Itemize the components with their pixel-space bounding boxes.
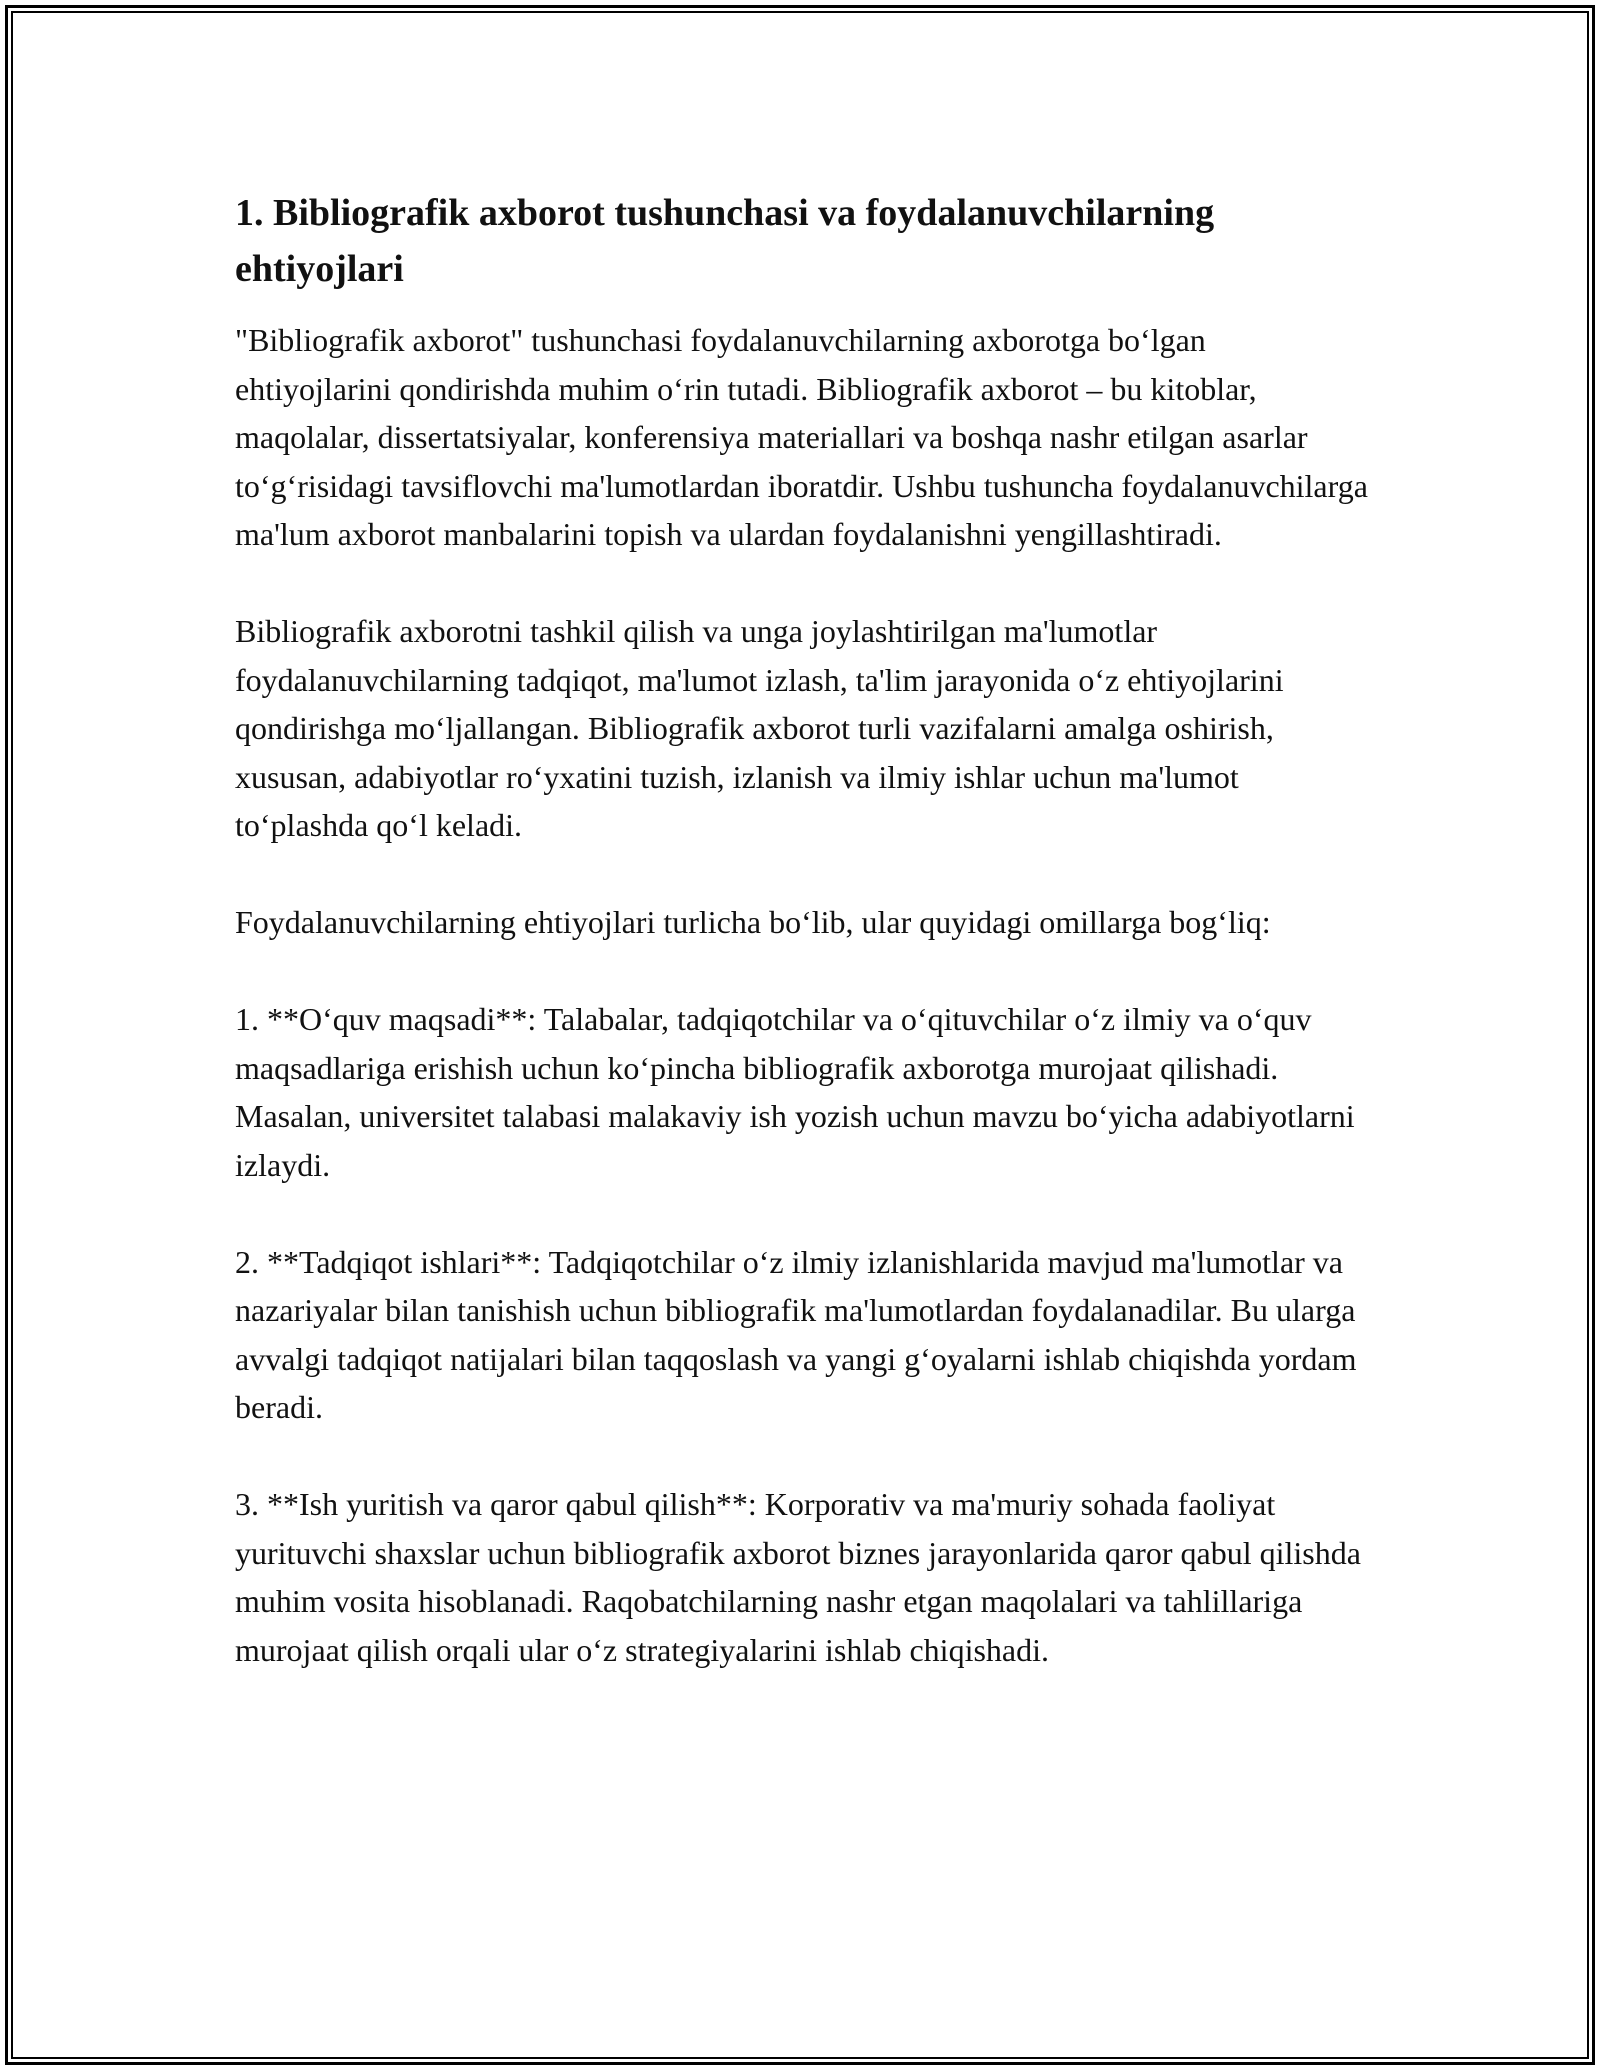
- list-item-research: 2. **Tadqiqot ishlari**: Tadqiqotchilar o‘z ilmiy izlanishlarida mavjud ma'lumotlar va nazariyalar bilan tanishish uchun bibliografik ma'lumotlardan foydalanadilar. Bu ularga avvalgi tadqiqot natijalari bilan taqqoslash va yangi g‘oyalarni ishlab chiqishda yordam beradi.: [235, 1243, 1357, 1425]
- paragraph-definition: "Bibliografik axborot" tushunchasi foydalanuvchilarning axborotga bo‘lgan ehtiyojlarini qondirishda muhim o‘rin tutadi. Bibliografik axborot – bu kitoblar, maqolalar, dissertatsiyalar, konferensiya materiallari va boshqa nashr etilgan asarlar to‘g‘risidagi tavsiflovchi ma'lumotlardan iboratdir. Ushbu tushuncha foydalanuvchilarga ma'lum axborot manbalarini topish va ulardan foydalanishni yengillashtiradi.: [235, 322, 1368, 552]
- paragraph-needs-intro: Foydalanuvchilarning ehtiyojlari turlicha bo‘lib, ular quyidagi omillarga bog‘liq:: [235, 904, 1271, 940]
- section-heading: 1. Bibliografik axborot tushunchasi va foydalanuvchilarning ehtiyojlari: [235, 192, 1215, 290]
- document-body: [235, 185, 1370, 1674]
- list-item-business-decisions: 3. **Ish yuritish va qaror qabul qilish**: Korporativ va ma'muriy sohada faoliyat yurituvchi shaxslar uchun bibliografik axborot biznes jarayonlarida qaror qabul qilishda muhim vosita hisoblanadi. Raqobatchilarning nashr etgan maqolalari va tahlillariga murojaat qilish orqali ular o‘z strategiyalarini ishlab chiqishadi.: [235, 1486, 1361, 1668]
- list-item-study-purpose: 1. **O‘quv maqsadi**: Talabalar, tadqiqotchilar va o‘qituvchilar o‘z ilmiy va o‘quv maqsadlariga erishish uchun ko‘pincha bibliografik axborotga murojaat qilishadi. Masalan, universitet talabasi malakaviy ish yozish uchun mavzu bo‘yicha adabiyotlarni izlaydi.: [235, 1001, 1355, 1183]
- paragraph-organization: Bibliografik axborotni tashkil qilish va unga joylashtirilgan ma'lumotlar foydalanuvchilarning tadqiqot, ma'lumot izlash, ta'lim jarayonida o‘z ehtiyojlarini qondirishga mo‘ljallangan. Bibliografik axborot turli vazifalarni amalga oshirish, xususan, adabiyotlar ro‘yxatini tuzish, izlanish va ilmiy ishlar uchun ma'lumot to‘plashda qo‘l keladi.: [235, 613, 1284, 843]
